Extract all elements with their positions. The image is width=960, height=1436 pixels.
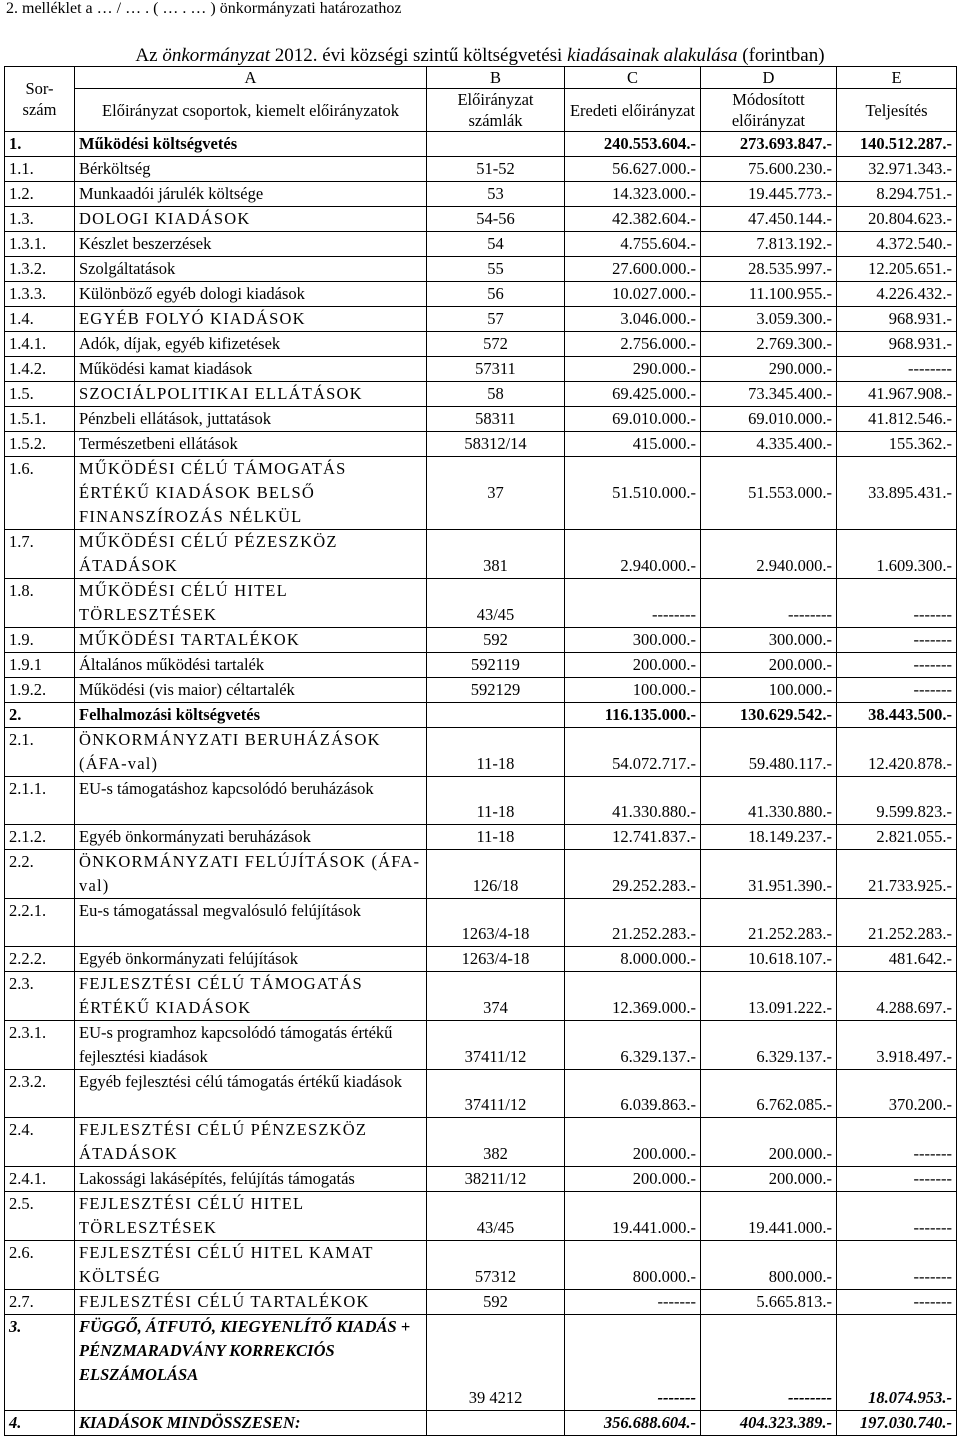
row-label: Működési költségvetés <box>75 132 427 157</box>
original-appropriation: 8.000.000.- <box>565 947 701 972</box>
modified-appropriation: 19.441.000.- <box>701 1192 837 1241</box>
row-number: 1.9.1 <box>5 653 75 678</box>
table-row <box>5 207 957 232</box>
original-appropriation: ------- <box>565 1315 701 1411</box>
table-row <box>5 678 957 703</box>
performance: ------- <box>837 1167 957 1192</box>
row-label: KIADÁSOK MINDÖSSZESEN: <box>75 1411 427 1436</box>
row-label: FEJLESZTÉSI CÉLÚ HITEL KAMAT KÖLTSÉG <box>75 1241 427 1290</box>
account-code: 55 <box>427 257 565 282</box>
performance: 18.074.953.- <box>837 1315 957 1411</box>
row-number: 1.6. <box>5 457 75 530</box>
row-number: 2.7. <box>5 1290 75 1315</box>
account-code <box>427 132 565 157</box>
row-label: Működési kamat kiadások <box>75 357 427 382</box>
performance: ------- <box>837 1192 957 1241</box>
row-number: 1.3.1. <box>5 232 75 257</box>
original-appropriation: 6.329.137.- <box>565 1021 701 1070</box>
row-label: Egyéb önkormányzati felújítások <box>75 947 427 972</box>
modified-appropriation: 290.000.- <box>701 357 837 382</box>
header-sorszam: Sor-szám <box>5 67 75 132</box>
performance: 140.512.287.- <box>837 132 957 157</box>
original-appropriation: 19.441.000.- <box>565 1192 701 1241</box>
modified-appropriation: 4.335.400.- <box>701 432 837 457</box>
account-code: 58312/14 <box>427 432 565 457</box>
original-appropriation: 12.369.000.- <box>565 972 701 1021</box>
row-label: MŰKÖDÉSI TARTALÉKOK <box>75 628 427 653</box>
row-label: Pénzbeli ellátások, juttatások <box>75 407 427 432</box>
table-row <box>5 1411 957 1436</box>
table-row <box>5 382 957 407</box>
table-row <box>5 232 957 257</box>
performance: -------- <box>837 357 957 382</box>
table-row <box>5 307 957 332</box>
account-code: 43/45 <box>427 579 565 628</box>
modified-appropriation: -------- <box>701 579 837 628</box>
original-appropriation: 12.741.837.- <box>565 825 701 850</box>
table-row <box>5 1021 957 1070</box>
original-appropriation: 41.330.880.- <box>565 777 701 825</box>
row-label: FEJLESZTÉSI CÉLÚ TÁMOGATÁS ÉRTÉKŰ KIADÁSOK <box>75 972 427 1021</box>
original-appropriation: 290.000.- <box>565 357 701 382</box>
modified-appropriation: 69.010.000.- <box>701 407 837 432</box>
account-code: 57311 <box>427 357 565 382</box>
modified-appropriation: 800.000.- <box>701 1241 837 1290</box>
header-label-a: Előirányzat csoportok, kiemelt előirányzatok <box>75 89 427 132</box>
account-code: 592 <box>427 1290 565 1315</box>
performance: 4.288.697.- <box>837 972 957 1021</box>
modified-appropriation: -------- <box>701 1315 837 1411</box>
row-label: Különböző egyéb dologi kiadások <box>75 282 427 307</box>
performance: 20.804.623.- <box>837 207 957 232</box>
performance: ------- <box>837 579 957 628</box>
modified-appropriation: 41.330.880.- <box>701 777 837 825</box>
original-appropriation: 100.000.- <box>565 678 701 703</box>
header-letter-a: A <box>75 67 427 89</box>
table-row <box>5 628 957 653</box>
row-number: 2. <box>5 703 75 728</box>
performance: 9.599.823.- <box>837 777 957 825</box>
performance: 968.931.- <box>837 332 957 357</box>
modified-appropriation: 200.000.- <box>701 1167 837 1192</box>
row-number: 2.4.1. <box>5 1167 75 1192</box>
original-appropriation: 415.000.- <box>565 432 701 457</box>
modified-appropriation: 75.600.230.- <box>701 157 837 182</box>
row-label: FÜGGŐ, ÁTFUTÓ, KIEGYENLÍTŐ KIADÁS + PÉNZMARADVÁNY KORREKCIÓS ELSZÁMOLÁSA <box>75 1315 427 1411</box>
original-appropriation: 54.072.717.- <box>565 728 701 777</box>
original-appropriation: 69.425.000.- <box>565 382 701 407</box>
table-row <box>5 850 957 899</box>
performance: 41.812.546.- <box>837 407 957 432</box>
row-label: Általános működési tartalék <box>75 653 427 678</box>
row-label: DOLOGI KIADÁSOK <box>75 207 427 232</box>
row-number: 1.4. <box>5 307 75 332</box>
title-suffix: (forintban) <box>737 45 825 66</box>
performance: ------- <box>837 678 957 703</box>
row-label: Bérköltség <box>75 157 427 182</box>
modified-appropriation: 28.535.997.- <box>701 257 837 282</box>
performance: 1.609.300.- <box>837 530 957 579</box>
account-code: 58 <box>427 382 565 407</box>
row-number: 1.5. <box>5 382 75 407</box>
header-label-d: Módosított előirányzat <box>701 89 837 132</box>
row-label: FEJLESZTÉSI CÉLÚ HITEL TÖRLESZTÉSEK <box>75 1192 427 1241</box>
row-label: ÖNKORMÁNYZATI BERUHÁZÁSOK (ÁFA-val) <box>75 728 427 777</box>
modified-appropriation: 10.618.107.- <box>701 947 837 972</box>
modified-appropriation: 19.445.773.- <box>701 182 837 207</box>
table-row <box>5 972 957 1021</box>
row-number: 1.3.3. <box>5 282 75 307</box>
row-number: 1.1. <box>5 157 75 182</box>
original-appropriation: 6.039.863.- <box>565 1070 701 1118</box>
row-number: 2.6. <box>5 1241 75 1290</box>
row-number: 1.4.2. <box>5 357 75 382</box>
modified-appropriation: 13.091.222.- <box>701 972 837 1021</box>
table-row <box>5 132 957 157</box>
performance: 155.362.- <box>837 432 957 457</box>
row-number: 2.2.1. <box>5 899 75 947</box>
modified-appropriation: 3.059.300.- <box>701 307 837 332</box>
modified-appropriation: 47.450.144.- <box>701 207 837 232</box>
row-label: EU-s támogatáshoz kapcsolódó beruházások <box>75 777 427 825</box>
modified-appropriation: 6.762.085.- <box>701 1070 837 1118</box>
expenditure-table <box>4 66 957 1436</box>
table-row <box>5 825 957 850</box>
header-letter-c: C <box>565 67 701 89</box>
row-number: 2.1.1. <box>5 777 75 825</box>
row-number: 1.4.1. <box>5 332 75 357</box>
row-label: Adók, díjak, egyéb kifizetések <box>75 332 427 357</box>
row-number: 3. <box>5 1315 75 1411</box>
row-label: MŰKÖDÉSI CÉLÚ TÁMOGATÁS ÉRTÉKŰ KIADÁSOK BELSŐ FINANSZÍROZÁS NÉLKÜL <box>75 457 427 530</box>
original-appropriation: 29.252.283.- <box>565 850 701 899</box>
modified-appropriation: 51.553.000.- <box>701 457 837 530</box>
header-label-c: Eredeti előirányzat <box>565 89 701 132</box>
original-appropriation: 3.046.000.- <box>565 307 701 332</box>
performance: 3.918.497.- <box>837 1021 957 1070</box>
account-code: 37411/12 <box>427 1070 565 1118</box>
table-row <box>5 257 957 282</box>
row-label: Eu-s támogatással megvalósuló felújítások <box>75 899 427 947</box>
row-label: Felhalmozási költségvetés <box>75 703 427 728</box>
account-code: 51-52 <box>427 157 565 182</box>
performance: 32.971.343.- <box>837 157 957 182</box>
modified-appropriation: 73.345.400.- <box>701 382 837 407</box>
row-number: 1.9.2. <box>5 678 75 703</box>
row-label: Működési (vis maior) céltartalék <box>75 678 427 703</box>
account-code: 38211/12 <box>427 1167 565 1192</box>
account-code: 11-18 <box>427 777 565 825</box>
row-number: 1.2. <box>5 182 75 207</box>
original-appropriation: 4.755.604.- <box>565 232 701 257</box>
original-appropriation: 200.000.- <box>565 653 701 678</box>
row-label: FEJLESZTÉSI CÉLÚ PÉNZESZKÖZ ÁTADÁSOK <box>75 1118 427 1167</box>
table-row <box>5 653 957 678</box>
account-code: 1263/4-18 <box>427 899 565 947</box>
table-row <box>5 332 957 357</box>
account-code: 592119 <box>427 653 565 678</box>
row-number: 1. <box>5 132 75 157</box>
table-row <box>5 407 957 432</box>
account-code: 37411/12 <box>427 1021 565 1070</box>
row-label: EU-s programhoz kapcsolódó támogatás értékű fejlesztési kiadások <box>75 1021 427 1070</box>
performance: 968.931.- <box>837 307 957 332</box>
original-appropriation: 14.323.000.- <box>565 182 701 207</box>
original-appropriation: 10.027.000.- <box>565 282 701 307</box>
row-number: 2.4. <box>5 1118 75 1167</box>
row-label: Munkaadói járulék költsége <box>75 182 427 207</box>
header-label-e: Teljesítés <box>837 89 957 132</box>
row-number: 2.2. <box>5 850 75 899</box>
table-row <box>5 282 957 307</box>
row-number: 1.3.2. <box>5 257 75 282</box>
row-label: Szolgáltatások <box>75 257 427 282</box>
row-number: 2.3.1. <box>5 1021 75 1070</box>
row-label: Készlet beszerzések <box>75 232 427 257</box>
header-label-b: Előirányzat számlák <box>427 89 565 132</box>
performance: ------- <box>837 653 957 678</box>
performance: 2.821.055.- <box>837 825 957 850</box>
row-number: 1.9. <box>5 628 75 653</box>
original-appropriation: 116.135.000.- <box>565 703 701 728</box>
performance: ------- <box>837 1118 957 1167</box>
header-letter-e: E <box>837 67 957 89</box>
account-code: 54-56 <box>427 207 565 232</box>
row-label: Természetbeni ellátások <box>75 432 427 457</box>
modified-appropriation: 2.940.000.- <box>701 530 837 579</box>
table-row <box>5 357 957 382</box>
original-appropriation: 240.553.604.- <box>565 132 701 157</box>
performance: 12.420.878.- <box>837 728 957 777</box>
performance: 4.226.432.- <box>837 282 957 307</box>
account-code <box>427 1411 565 1436</box>
table-row <box>5 1241 957 1290</box>
modified-appropriation: 18.149.237.- <box>701 825 837 850</box>
modified-appropriation: 59.480.117.- <box>701 728 837 777</box>
title-emphasis-1: önkormányzat <box>162 45 270 66</box>
modified-appropriation: 6.329.137.- <box>701 1021 837 1070</box>
modified-appropriation: 300.000.- <box>701 628 837 653</box>
table-row <box>5 579 957 628</box>
original-appropriation: ------- <box>565 1290 701 1315</box>
modified-appropriation: 11.100.955.- <box>701 282 837 307</box>
performance: ------- <box>837 1241 957 1290</box>
performance: 41.967.908.- <box>837 382 957 407</box>
original-appropriation: 300.000.- <box>565 628 701 653</box>
row-number: 4. <box>5 1411 75 1436</box>
top-note: 2. melléklet a … / … . ( … . … ) önkormányzati határozathoz <box>6 0 402 17</box>
modified-appropriation: 5.665.813.- <box>701 1290 837 1315</box>
row-label: Egyéb önkormányzati beruházások <box>75 825 427 850</box>
header-letter-b: B <box>427 67 565 89</box>
performance: 21.252.283.- <box>837 899 957 947</box>
table-row <box>5 1192 957 1241</box>
row-number: 1.7. <box>5 530 75 579</box>
original-appropriation: 200.000.- <box>565 1167 701 1192</box>
account-code: 374 <box>427 972 565 1021</box>
row-number: 2.3.2. <box>5 1070 75 1118</box>
table-row <box>5 182 957 207</box>
account-code: 1263/4-18 <box>427 947 565 972</box>
performance: 370.200.- <box>837 1070 957 1118</box>
table-row <box>5 728 957 777</box>
performance: 38.443.500.- <box>837 703 957 728</box>
original-appropriation: -------- <box>565 579 701 628</box>
header-letter-row <box>5 67 957 89</box>
account-code: 39 4212 <box>427 1315 565 1411</box>
row-number: 2.3. <box>5 972 75 1021</box>
modified-appropriation: 130.629.542.- <box>701 703 837 728</box>
performance: 197.030.740.- <box>837 1411 957 1436</box>
table-row <box>5 530 957 579</box>
original-appropriation: 200.000.- <box>565 1118 701 1167</box>
original-appropriation: 27.600.000.- <box>565 257 701 282</box>
original-appropriation: 51.510.000.- <box>565 457 701 530</box>
original-appropriation: 42.382.604.- <box>565 207 701 232</box>
account-code <box>427 703 565 728</box>
performance: 8.294.751.- <box>837 182 957 207</box>
row-label: FEJLESZTÉSI CÉLÚ TARTALÉKOK <box>75 1290 427 1315</box>
row-number: 1.3. <box>5 207 75 232</box>
account-code: 54 <box>427 232 565 257</box>
row-label: ÖNKORMÁNYZATI FELÚJÍTÁSOK (ÁFA-val) <box>75 850 427 899</box>
row-label: SZOCIÁLPOLITIKAI ELLÁTÁSOK <box>75 382 427 407</box>
account-code: 592 <box>427 628 565 653</box>
table-row <box>5 777 957 825</box>
row-label: MŰKÖDÉSI CÉLÚ PÉZESZKÖZ ÁTADÁSOK <box>75 530 427 579</box>
account-code: 58311 <box>427 407 565 432</box>
header-letter-d: D <box>701 67 837 89</box>
table-row <box>5 1315 957 1411</box>
account-code: 57312 <box>427 1241 565 1290</box>
original-appropriation: 69.010.000.- <box>565 407 701 432</box>
table-row <box>5 432 957 457</box>
title-prefix: Az <box>135 45 163 66</box>
account-code: 43/45 <box>427 1192 565 1241</box>
account-code: 37 <box>427 457 565 530</box>
row-number: 2.2.2. <box>5 947 75 972</box>
performance: 481.642.- <box>837 947 957 972</box>
row-number: 2.5. <box>5 1192 75 1241</box>
table-row <box>5 947 957 972</box>
modified-appropriation: 31.951.390.- <box>701 850 837 899</box>
row-number: 1.8. <box>5 579 75 628</box>
original-appropriation: 2.756.000.- <box>565 332 701 357</box>
modified-appropriation: 200.000.- <box>701 1118 837 1167</box>
title-emphasis-2: kiadásainak alakulása <box>567 45 738 66</box>
row-label: MŰKÖDÉSI CÉLÚ HITEL TÖRLESZTÉSEK <box>75 579 427 628</box>
table-row <box>5 1167 957 1192</box>
account-code: 53 <box>427 182 565 207</box>
header-label-row <box>5 89 957 132</box>
modified-appropriation: 21.252.283.- <box>701 899 837 947</box>
table-row <box>5 1118 957 1167</box>
performance: ------- <box>837 628 957 653</box>
account-code: 11-18 <box>427 825 565 850</box>
original-appropriation: 356.688.604.- <box>565 1411 701 1436</box>
table-row <box>5 1290 957 1315</box>
modified-appropriation: 273.693.847.- <box>701 132 837 157</box>
row-label: EGYÉB FOLYÓ KIADÁSOK <box>75 307 427 332</box>
account-code: 11-18 <box>427 728 565 777</box>
account-code: 382 <box>427 1118 565 1167</box>
title-middle: 2012. évi községi szintű költségvetési <box>269 45 568 66</box>
performance: 21.733.925.- <box>837 850 957 899</box>
row-label: Lakossági lakásépítés, felújítás támogatás <box>75 1167 427 1192</box>
table-row <box>5 703 957 728</box>
original-appropriation: 56.627.000.- <box>565 157 701 182</box>
account-code: 56 <box>427 282 565 307</box>
account-code: 381 <box>427 530 565 579</box>
table-row <box>5 157 957 182</box>
page-title <box>0 45 960 67</box>
row-number: 2.1. <box>5 728 75 777</box>
performance: 4.372.540.- <box>837 232 957 257</box>
row-label: Egyéb fejlesztési célú támogatás értékű kiadások <box>75 1070 427 1118</box>
account-code: 592129 <box>427 678 565 703</box>
performance: 12.205.651.- <box>837 257 957 282</box>
original-appropriation: 2.940.000.- <box>565 530 701 579</box>
modified-appropriation: 100.000.- <box>701 678 837 703</box>
performance: 33.895.431.- <box>837 457 957 530</box>
account-code: 126/18 <box>427 850 565 899</box>
original-appropriation: 800.000.- <box>565 1241 701 1290</box>
modified-appropriation: 2.769.300.- <box>701 332 837 357</box>
modified-appropriation: 404.323.389.- <box>701 1411 837 1436</box>
modified-appropriation: 200.000.- <box>701 653 837 678</box>
modified-appropriation: 7.813.192.- <box>701 232 837 257</box>
table-row <box>5 899 957 947</box>
performance: ------- <box>837 1290 957 1315</box>
row-number: 1.5.2. <box>5 432 75 457</box>
account-code: 572 <box>427 332 565 357</box>
row-number: 2.1.2. <box>5 825 75 850</box>
row-number: 1.5.1. <box>5 407 75 432</box>
table-row <box>5 1070 957 1118</box>
table-row <box>5 457 957 530</box>
account-code: 57 <box>427 307 565 332</box>
original-appropriation: 21.252.283.- <box>565 899 701 947</box>
